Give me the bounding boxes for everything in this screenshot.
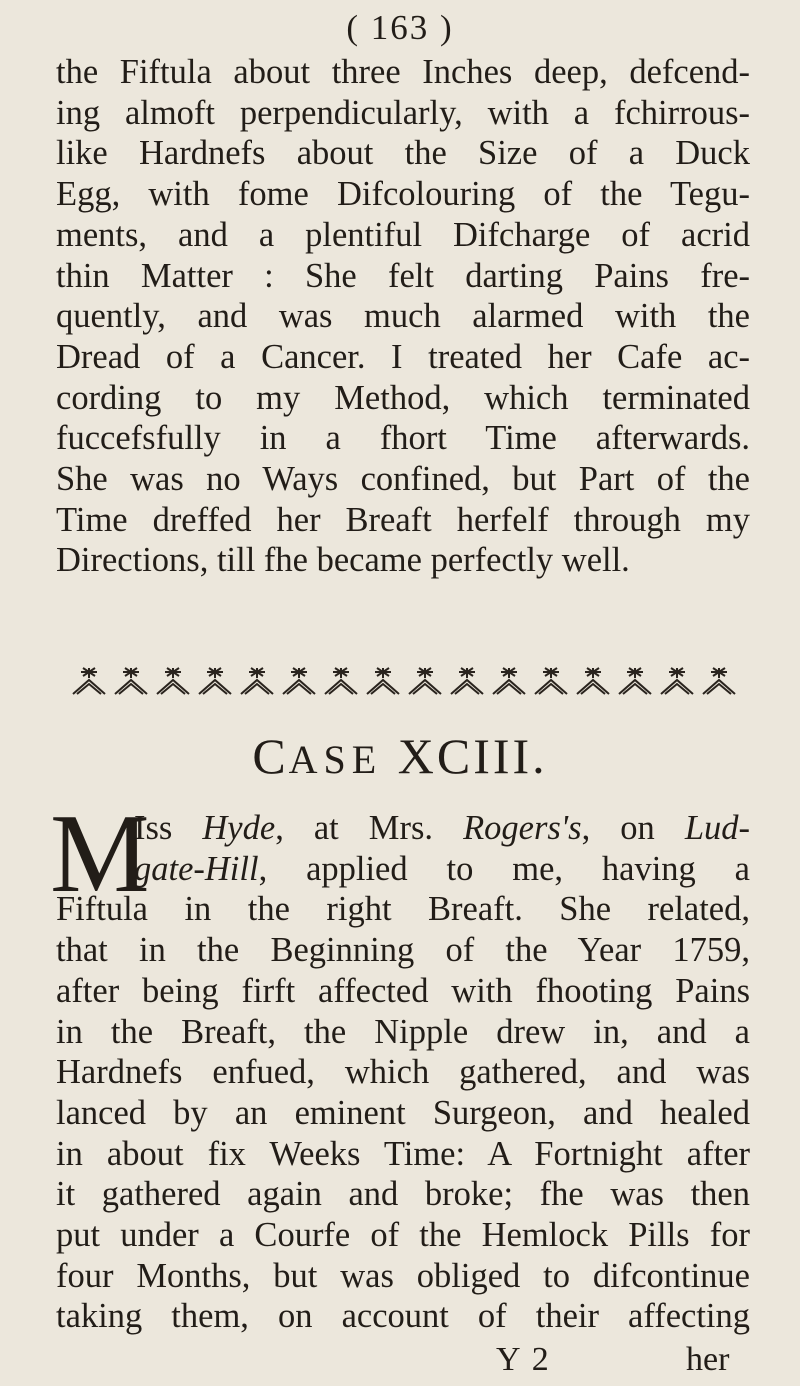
- catchword: her: [686, 1341, 730, 1378]
- text-line: ments, and a plentiful Difcharge of acrid: [56, 215, 750, 254]
- ornament-glyph: [325, 668, 357, 694]
- text-line: like Hardnefs about the Size of a Duck: [56, 134, 750, 173]
- text-line: cording to my Method, which terminated: [56, 378, 750, 417]
- text-line: ing almoft perpendicularly, with a fchirrous-: [56, 93, 750, 132]
- ornament-glyph: [577, 668, 609, 694]
- text-run: , on: [581, 809, 685, 847]
- paragraph-case: [56, 808, 750, 1337]
- ornament-glyph: [73, 668, 105, 694]
- ornament-glyph: [619, 668, 651, 694]
- ornament-glyph: [241, 668, 273, 694]
- case-heading: [0, 728, 800, 788]
- text-line: it gathered again and broke; fhe was then: [56, 1175, 750, 1214]
- text-line: put under a Courfe of the Hemlock Pills for: [56, 1216, 750, 1255]
- text-line: [56, 808, 750, 849]
- person-name: Hyde: [202, 809, 276, 847]
- ornament-glyph: [409, 668, 441, 694]
- text-line: Directions, till fhe became perfectly well.: [56, 541, 630, 580]
- place-name: gate-Hill: [134, 849, 259, 888]
- text-run: , at Mrs.: [275, 809, 464, 847]
- text-line: lanced by an eminent Surgeon, and healed: [56, 1093, 750, 1132]
- case-heading-initial: C: [252, 728, 289, 784]
- text-line: Dread of a Cancer. I treated her Cafe ac-: [56, 337, 750, 376]
- place-name: Lud-: [684, 809, 751, 847]
- text-line: in about fix Weeks Time: A Fortnight after: [56, 1134, 750, 1173]
- text-line: She was no Ways confined, but Part of the: [56, 460, 750, 499]
- text-line: thin Matter : She felt darting Pains fre-: [56, 256, 750, 295]
- text-line: [56, 849, 750, 890]
- text-line: quently, and was much alarmed with the: [56, 297, 750, 336]
- text-run: Iss: [134, 809, 203, 847]
- text-line: fuccefsfully in a fhort Time afterwards.: [56, 419, 750, 458]
- text-line: four Months, but was obliged to difcontinue: [56, 1256, 750, 1295]
- text-line: Fiftula in the right Breaft. She related,: [56, 890, 750, 929]
- text-run: , applied to me, having a: [258, 849, 750, 888]
- case-heading-word: ASE: [288, 737, 383, 782]
- ornament-glyph: [661, 668, 693, 694]
- text-line: the Fiftula about three Inches deep, defcend-: [56, 53, 750, 91]
- text-line: in the Breaft, the Nipple drew in, and a: [56, 1012, 750, 1051]
- ornament-glyph: [157, 668, 189, 694]
- text-line: Egg, with fome Difcolouring of the Tegu-: [56, 175, 750, 214]
- drop-cap: M: [50, 792, 150, 916]
- ornament-glyph: [115, 668, 147, 694]
- ornament-rule: [68, 662, 740, 702]
- ornament-glyph: [493, 668, 525, 694]
- ornament-glyph: [283, 668, 315, 694]
- paragraph-continued: [56, 52, 750, 581]
- text-line: Time dreffed her Breaft herfelf through my: [56, 500, 750, 539]
- text-line: taking them, on account of their affecting: [56, 1297, 750, 1336]
- ornament-glyph: [535, 668, 567, 694]
- ornament-glyph: [367, 668, 399, 694]
- text-line: that in the Beginning of the Year 1759,: [56, 931, 750, 970]
- ornament-glyph: [451, 668, 483, 694]
- signature-mark: Y 2: [496, 1341, 551, 1378]
- person-name: Rogers's: [463, 809, 582, 847]
- ornament-glyph: [703, 668, 735, 694]
- case-heading-number: XCIII.: [397, 728, 548, 784]
- ornament-glyph: [199, 668, 231, 694]
- page-number: ( 163 ): [346, 8, 454, 47]
- text-line: after being firft affected with fhooting Pains: [56, 971, 750, 1010]
- text-line: Hardnefs enfued, which gathered, and was: [56, 1053, 750, 1092]
